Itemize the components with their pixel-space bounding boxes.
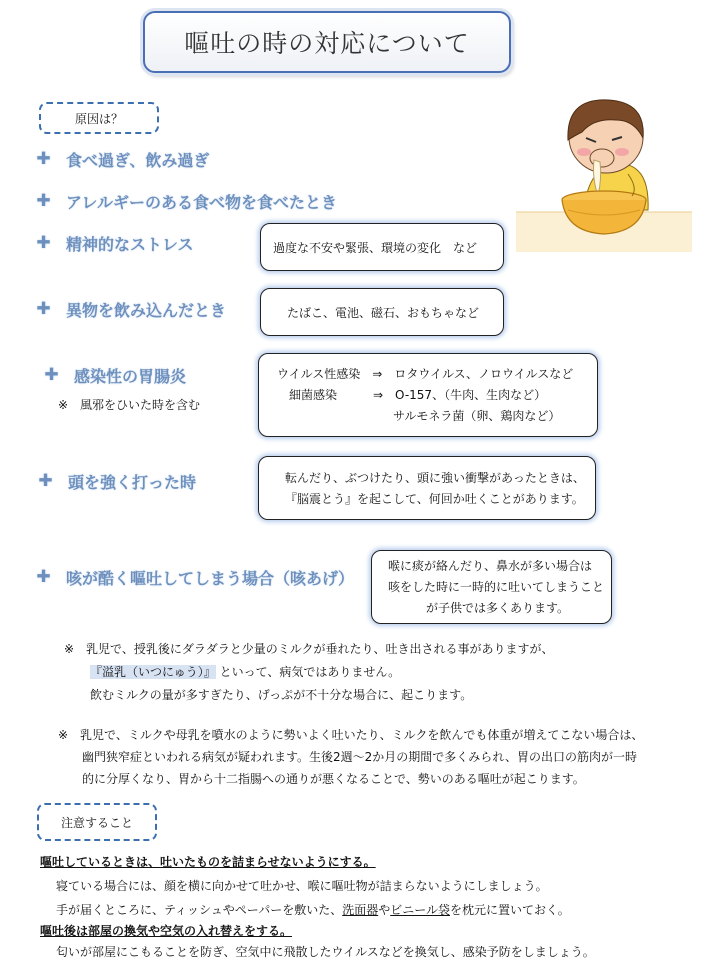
cause-label: 精神的なストレス bbox=[66, 235, 194, 254]
foreign-detail-box bbox=[260, 288, 504, 336]
plus-icon: ✚ bbox=[38, 471, 53, 491]
caution-text-2a: 手が届くところに、ティッシュやペーパーを敷いた、 bbox=[56, 903, 343, 917]
cough-line2: 咳をした時に一時的に吐いてしまうこと bbox=[388, 580, 605, 594]
cause-label: 咳が酷く嘔吐してしまう場合（咳あげ） bbox=[66, 569, 355, 588]
stress-detail-box bbox=[260, 223, 504, 271]
milk-note-highlight: 『溢乳（いつにゅう）』 bbox=[90, 665, 216, 679]
infection-line3: サルモネラ菌（卵、鶏肉など） bbox=[393, 409, 561, 423]
plastic-bag-word: ビニール袋 bbox=[390, 903, 450, 917]
caution-heading-2: 嘔吐後は部屋の換気や空気の入れ替えをする。 bbox=[40, 924, 293, 938]
caution-text-2b: や bbox=[378, 903, 391, 917]
cause-label: アレルギーのある食べ物を食べたとき bbox=[66, 193, 337, 212]
sick-child-illustration bbox=[516, 92, 692, 254]
cause-label: 食べ過ぎ、飲み過ぎ bbox=[66, 151, 210, 170]
infection-line2: 細菌感染 ⇒ O-157、（牛肉、生肉など） bbox=[289, 388, 547, 402]
milk-note-rest: といって、病気ではありません。 bbox=[219, 665, 401, 679]
caution-label: 注意すること bbox=[37, 803, 157, 841]
cough-line1: 喉に痰が絡んだり、鼻水が多い場合は bbox=[388, 559, 593, 573]
cause-label: 感染性の胃腸炎 bbox=[74, 367, 187, 386]
caution-text-1: 寝ている場合には、顔を横に向かせて吐かせ、喉に嘔吐物が詰まらないようにしましょう。 bbox=[56, 879, 548, 893]
plus-icon: ✚ bbox=[36, 191, 51, 211]
stress-detail-text: 過度な不安や緊張、環境の変化 など bbox=[273, 241, 478, 255]
plus-icon: ✚ bbox=[36, 299, 51, 319]
head-line1: 転んだり、ぶつけたり、頭に強い衝撃があったときは、 bbox=[285, 471, 585, 485]
basin-word: 洗面器 bbox=[342, 903, 379, 917]
cause-label: 異物を飲み込んだとき bbox=[66, 301, 227, 320]
head-line2: 『脳震とう』を起こして、何回か吐くことがあります。 bbox=[285, 492, 584, 506]
plus-icon: ✚ bbox=[44, 365, 59, 385]
plus-icon: ✚ bbox=[36, 233, 51, 253]
infection-detail-box bbox=[258, 353, 598, 437]
plus-icon: ✚ bbox=[36, 149, 51, 169]
pyloric-note-line3: 的に分厚くなり、胃から十二指腸への通りが悪くなることで、勢いのある嘔吐が起こります。 bbox=[82, 772, 585, 786]
milk-note-line2 bbox=[90, 661, 400, 683]
milk-note-line3: 飲むミルクの量が多すぎたり、げっぷが不十分な場合に、起こります。 bbox=[90, 688, 473, 702]
caution-heading-1: 嘔吐しているときは、吐いたものを詰まらせないようにする。 bbox=[40, 855, 376, 869]
caution-text-2 bbox=[56, 901, 570, 918]
causes-label: 原因は？ bbox=[39, 102, 159, 134]
cause-foreign-object bbox=[35, 298, 226, 321]
cause-allergy bbox=[35, 190, 337, 213]
infection-note: ※ 風邪をひいた時を含む bbox=[58, 398, 201, 412]
foreign-detail-text: たばこ、電池、磁石、おもちゃなど bbox=[287, 306, 480, 320]
plus-icon: ✚ bbox=[36, 567, 51, 587]
cause-head-injury bbox=[37, 470, 196, 493]
infection-line1: ウイルス性感染 ⇒ ロタウイルス、ノロウイルスなど bbox=[277, 367, 574, 381]
caution-text-2c: を枕元に置いておく。 bbox=[450, 903, 570, 917]
cause-cough bbox=[35, 566, 354, 589]
page-title: 嘔吐の時の対応について bbox=[143, 11, 511, 73]
cause-infection bbox=[43, 364, 186, 387]
cause-stress bbox=[35, 232, 194, 255]
cause-overeating bbox=[35, 148, 209, 171]
pyloric-note-line1: ※ 乳児で、ミルクや母乳を噴水のように勢いよく吐いたり、ミルクを飲んでも体重が増えてこない場合は、 bbox=[58, 728, 644, 742]
cause-label: 頭を強く打った時 bbox=[68, 473, 197, 492]
milk-note-line1: ※ 乳児で、授乳後にダラダラと少量のミルクが垂れたり、吐き出される事がありますが、 bbox=[64, 642, 554, 656]
head-detail-box bbox=[258, 456, 596, 520]
caution-text-3: 匂いが部屋にこもることを防ぎ、空気中に飛散したウイルスなどを換気し、感染予防をしましょう。 bbox=[56, 945, 595, 959]
cough-line3: が子供では多くあります。 bbox=[426, 601, 570, 615]
cough-detail-box bbox=[371, 550, 612, 624]
pyloric-note-line2: 幽門狭窄症といわれる病気が疑われます。生後2週～2か月の期間で多くみられ、胃の出口の筋肉が一時 bbox=[82, 750, 638, 764]
